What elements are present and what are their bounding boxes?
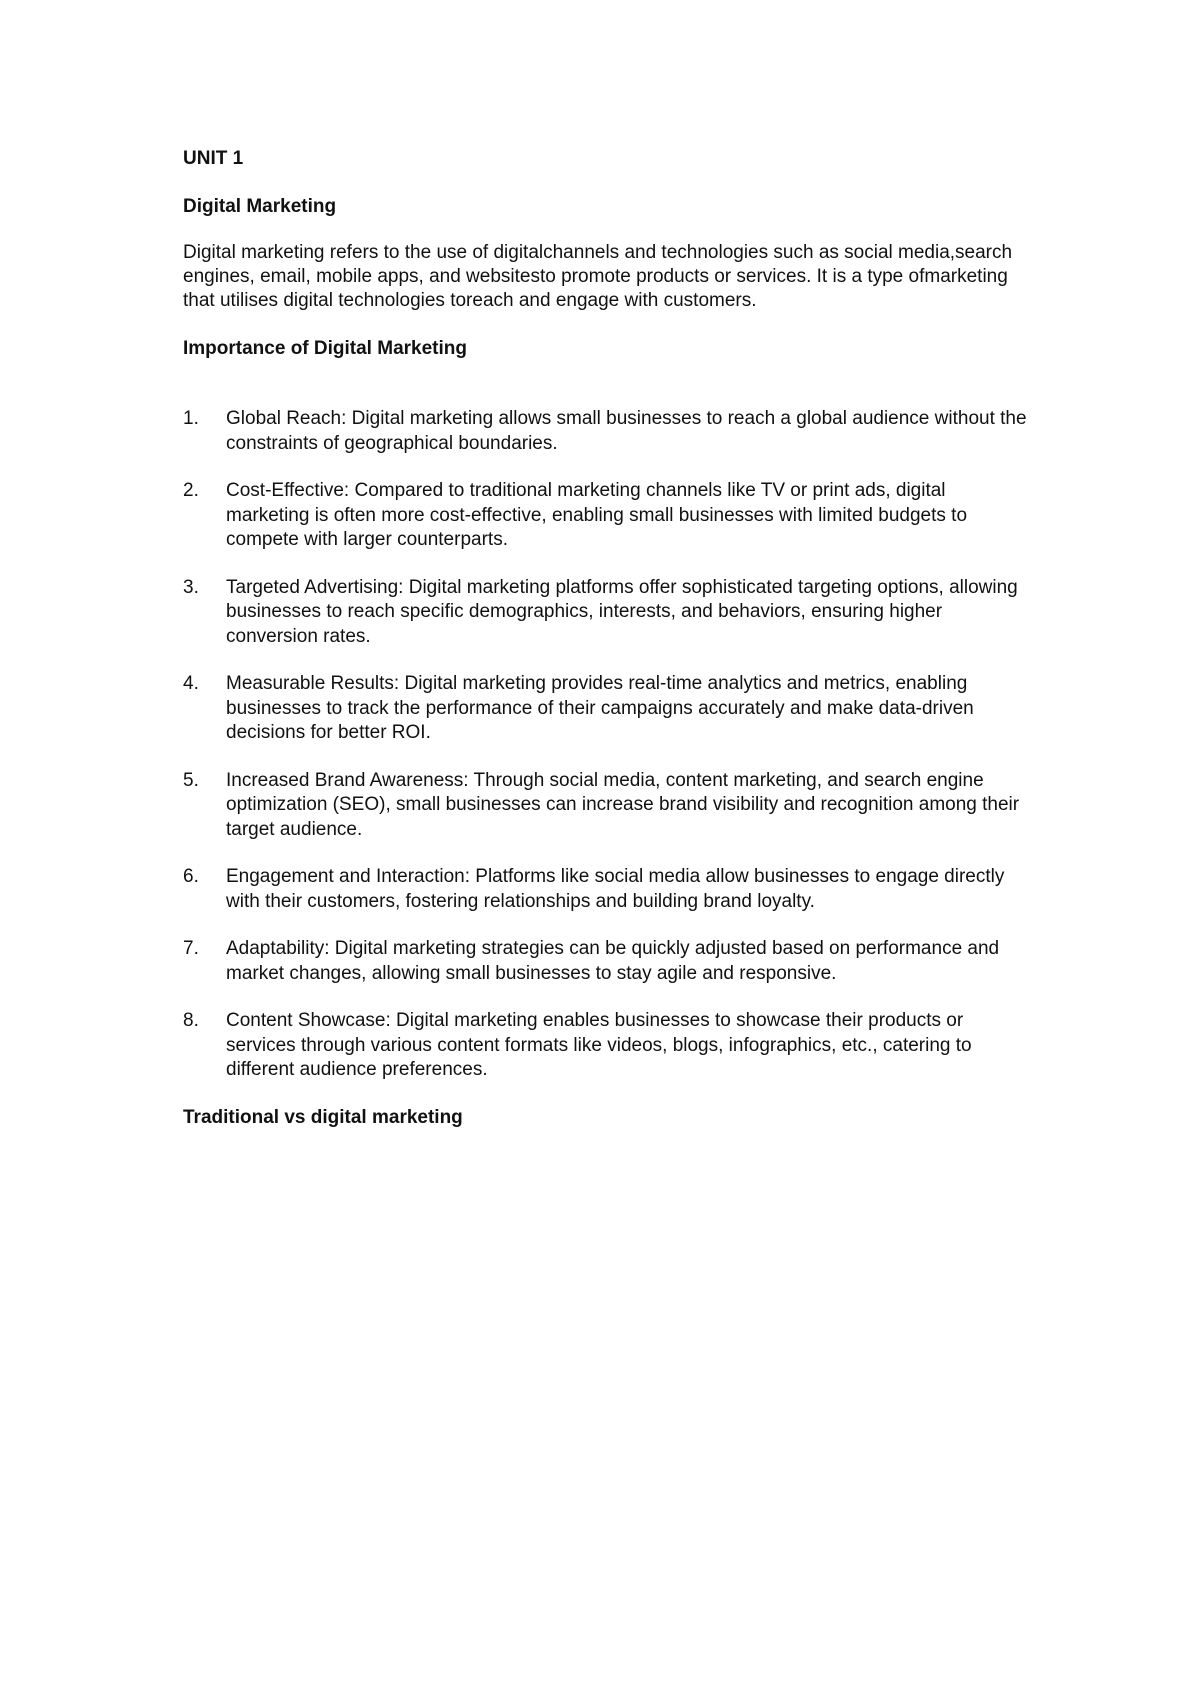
list-item-text: Content Showcase: Digital marketing enables businesses to showcase their products or services through various content formats like videos, blogs, infographics, etc., catering to different audience preferences. <box>226 1010 972 1080</box>
list-item-number: 2. <box>183 480 199 501</box>
list-item-text: Global Reach: Digital marketing allows small businesses to reach a global audience without the constraints of geographical boundaries. <box>226 408 1027 454</box>
list-item <box>183 672 1028 746</box>
section-title-digital-marketing: Digital Marketing <box>183 196 337 217</box>
list-item-text: Measurable Results: Digital marketing provides real-time analytics and metrics, enabling businesses to track the performance of their campaigns accurately and make data-driven decisions for better ROI. <box>226 673 974 743</box>
document-content <box>183 147 1028 1130</box>
list-item-number: 7. <box>183 938 199 959</box>
list-item-text: Engagement and Interaction: Platforms like social media allow businesses to engage directly with their customers, fostering relationships and building brand loyalty. <box>226 866 1005 912</box>
list-item <box>183 576 1028 650</box>
list-item-number: 3. <box>183 576 199 598</box>
section-title-importance: Importance of Digital Marketing <box>183 338 467 359</box>
list-item-number: 1. <box>183 408 199 429</box>
unit-heading: UNIT 1 <box>183 148 244 169</box>
list-item-text: Increased Brand Awareness: Through social media, content marketing, and search engine optimization (SEO), small businesses can increase brand visibility and recognition among their target audience. <box>226 769 1020 840</box>
list-item-text: Targeted Advertising: Digital marketing platforms offer sophisticated targeting options, allowing businesses to reach specific demographics, interests, and behaviors, ensuring higher conversion rates. <box>226 576 1018 647</box>
list-item <box>183 479 1028 553</box>
list-item-number: 5. <box>183 769 199 791</box>
list-item-number: 6. <box>183 866 199 887</box>
list-item-text: Adaptability: Digital marketing strategies can be quickly adjusted based on performance and market changes, allowing small businesses to stay agile and responsive. <box>226 938 1000 984</box>
list-item <box>183 865 1028 914</box>
list-item-number: 4. <box>183 673 199 694</box>
importance-list <box>183 407 1028 1083</box>
list-item <box>183 769 1028 843</box>
list-item <box>183 1009 1028 1083</box>
list-item <box>183 937 1028 986</box>
intro-paragraph: Digital marketing refers to the use of digitalchannels and technologies such as social media,search engines, email, mobile apps, and websitesto promote products or services. It is a type ofmarketing that utilises digital technologies toreach and engage with customers. <box>183 242 1013 311</box>
list-item-text: Cost-Effective: Compared to traditional marketing channels like TV or print ads, digital marketing is often more cost-effective, enabling small businesses with limited budgets to compete with larger counterparts. <box>226 480 968 550</box>
section-title-traditional-vs-digital: Traditional vs digital marketing <box>183 1106 463 1128</box>
list-item <box>183 407 1028 456</box>
list-item-number: 8. <box>183 1010 199 1031</box>
